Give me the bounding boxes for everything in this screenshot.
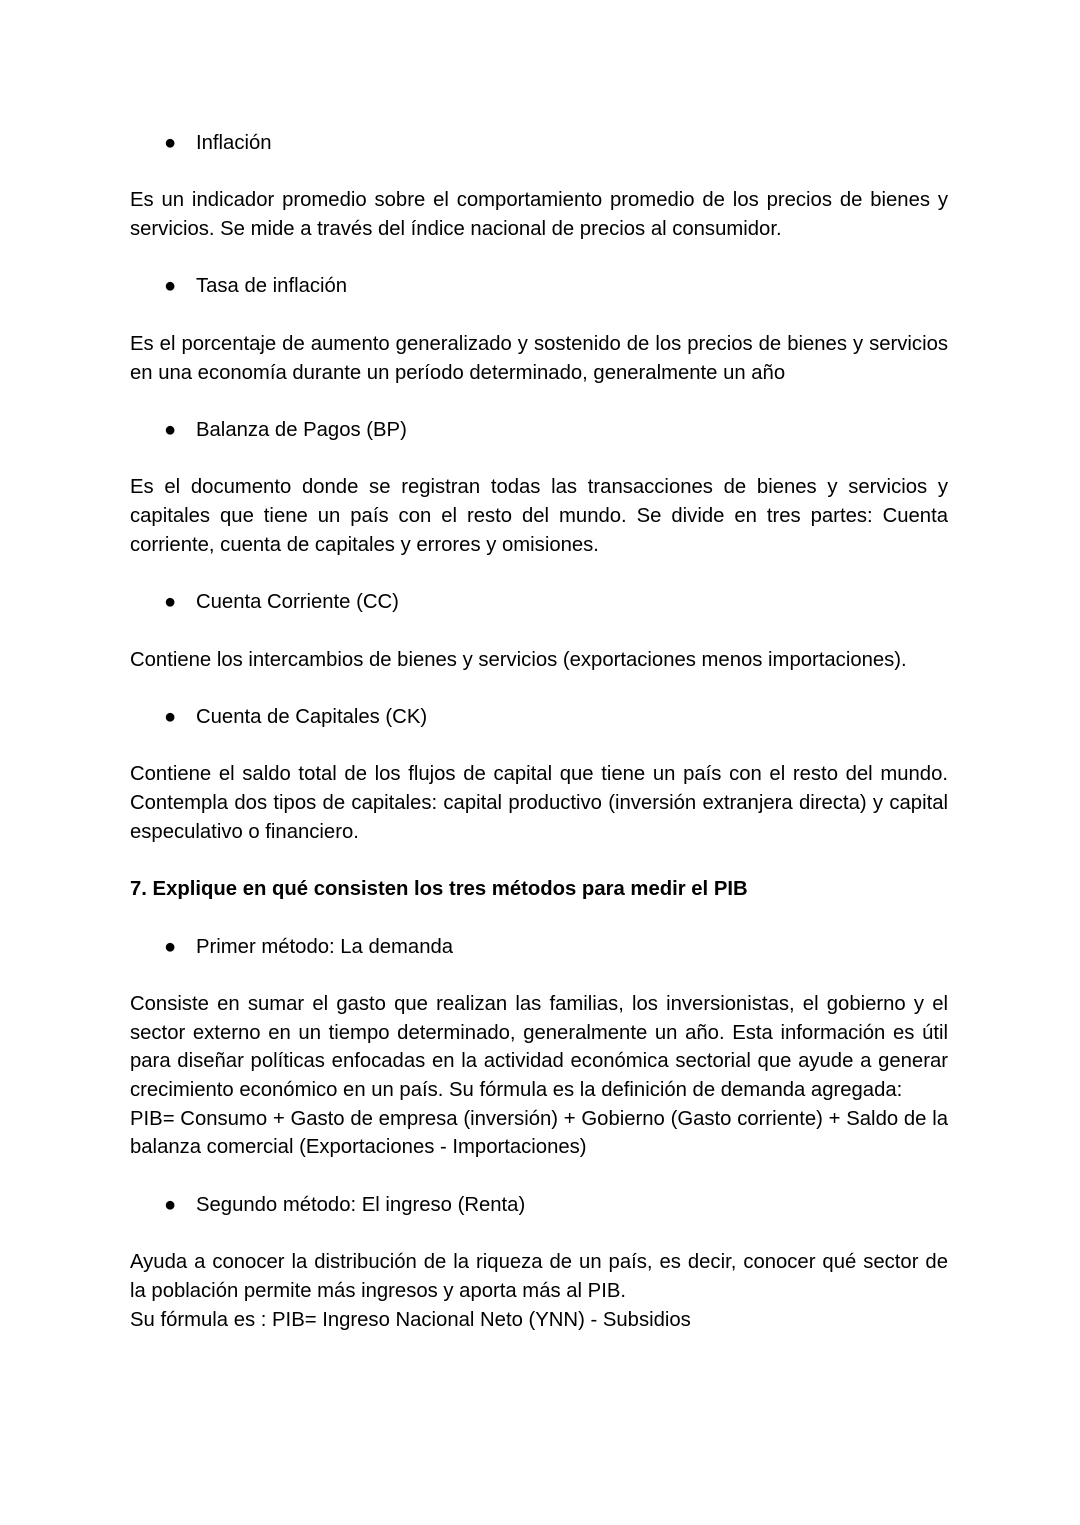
bullet-text: Cuenta de Capitales (CK) (196, 705, 428, 728)
bullet-segundo-metodo (130, 1191, 948, 1220)
bullet-icon: ● (164, 275, 177, 298)
bullet-icon: ● (164, 935, 177, 958)
bullet-cuenta-capitales (130, 703, 948, 732)
bullet-icon: ● (164, 591, 177, 614)
bullet-icon: ● (164, 132, 177, 154)
bullet-text: Primer método: La demanda (196, 935, 454, 958)
paragraph-cuenta-capitales: Contiene el saldo total de los flujos de capital que tiene un país con el resto del mundo. Contempla dos tipos de capitales: capital productivo (inversión extranjera directa) y capital especulativo o financiero. (130, 763, 948, 843)
paragraph-tasa-inflacion: Es el porcentaje de aumento generalizado y sostenido de los precios de bienes y servicios en una economía durante un período determinado, generalmente un año (130, 332, 948, 384)
formula-ingreso: Su fórmula es : PIB= Ingreso Nacional Neto (YNN) - Subsidios (130, 1308, 691, 1331)
paragraph-cuenta-corriente: Contiene los intercambios de bienes y servicios (exportaciones menos importaciones). (130, 648, 907, 671)
bullet-icon: ● (164, 418, 177, 441)
bullet-text: Inflación (196, 132, 272, 154)
bullet-primer-metodo (130, 933, 948, 962)
paragraph-segundo-metodo: Ayuda a conocer la distribución de la riqueza de un país, es decir, conocer qué sector de la población permite más ingresos y aporta más al PIB. (130, 1251, 948, 1302)
bullet-tasa-inflacion (130, 272, 948, 301)
paragraph-primer-metodo: Consiste en sumar el gasto que realizan las familias, los inversionistas, el gobierno y el sector externo en un tiempo determinado, generalmente un año. Esta información es útil para diseñar políticas enfocadas en la actividad económica sectorial que ayude a generar crecimiento económico en un país. Su fórmula es la definición de demanda agregada: (130, 992, 948, 1102)
bullet-text: Cuenta Corriente (CC) (196, 591, 399, 614)
bullet-inflacion (130, 129, 948, 158)
formula-demanda: PIB= Consumo + Gasto de empresa (inversión) + Gobierno (Gasto corriente) + Saldo de la balanza comercial (Exportaciones - Importaciones) (130, 1107, 948, 1159)
question-heading: 7. Explique en qué consisten los tres métodos para medir el PIB (130, 878, 748, 901)
bullet-icon: ● (164, 1193, 177, 1216)
paragraph-inflacion: Es un indicador promedio sobre el comportamiento promedio de los precios de bienes y servicios. Se mide a través del índice nacional de precios al consumidor. (130, 189, 948, 241)
paragraph-balanza-pagos: Es el documento donde se registran todas las transacciones de bienes y servicios y capitales que tiene un país con el resto del mundo. Se divide en tres partes: Cuenta corriente, cuenta de capitales y errores y omisiones. (130, 476, 948, 556)
document-page (130, 129, 948, 1363)
bullet-icon: ● (164, 705, 177, 728)
bullet-cuenta-corriente (130, 588, 948, 617)
bullet-text: Segundo método: El ingreso (Renta) (196, 1193, 526, 1216)
bullet-text: Tasa de inflación (196, 275, 348, 298)
bullet-balanza-pagos (130, 416, 948, 445)
bullet-text: Balanza de Pagos (BP) (196, 418, 407, 441)
